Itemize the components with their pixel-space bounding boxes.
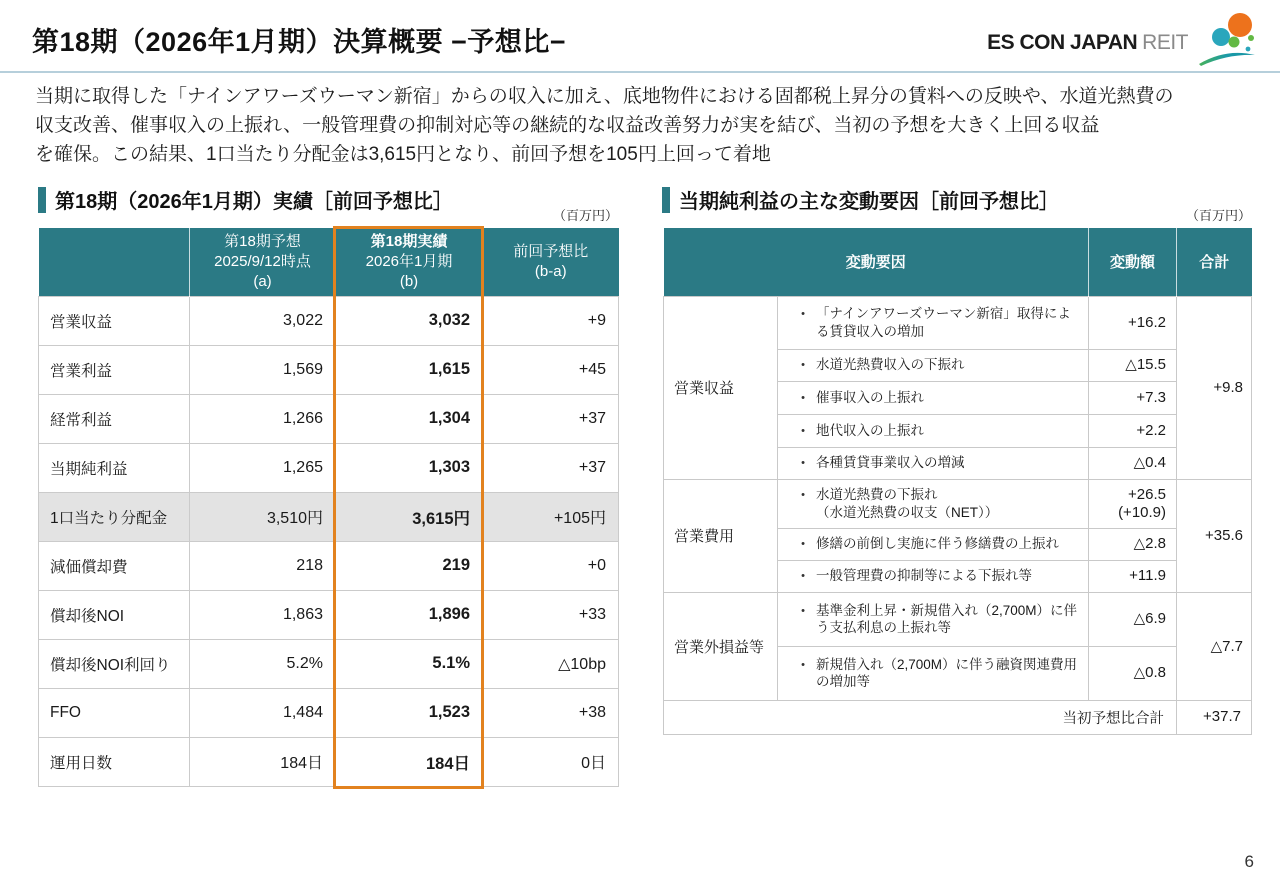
results-section-title-text: 第18期（2026年1月期）実績［前回予想比］ [55,191,453,213]
group-total-cell: +35.6 [1177,479,1252,592]
factors-table [663,228,1252,735]
page-number: 6 [1244,852,1254,871]
factor-desc-cell: • 水道光熱費の下振れ （水道光熱費の収支（NET）） [778,479,1089,528]
factors-section-title-text: 当期純利益の主な変動要因［前回予想比］ [679,191,1059,213]
logo-swoosh-icon [1199,53,1255,66]
col-header-factor: 変動要因 [664,228,1089,296]
col-header-amount: 変動額 [1089,228,1177,296]
amount-cell: +2.2 [1089,414,1177,447]
corner-cell [39,228,190,296]
logo-teal-circle-icon [1212,28,1230,46]
col-header-diff: 前回予想比 (b-a) [483,228,619,296]
bullet-icon: • [801,391,805,404]
unit-label-right: （百万円） [1185,208,1251,223]
bullet-icon: • [801,359,805,371]
factor-desc-cell: • 修繕の前倒し実施に伴う修繕費の上振れ [778,528,1089,560]
bullet-icon: • [801,424,805,437]
amount-cell: △0.8 [1089,646,1177,700]
footer-label-cell: 当初予想比合計 [664,700,1177,734]
table-row [664,296,1252,349]
table-row [664,479,1252,528]
col-header-forecast: 第18期予想 2025/9/12時点 (a) [190,228,336,296]
table-row: 経常利益 1,266 1,304 +37 [39,394,619,443]
table-row: 償却後NOI 1,863 1,896 +33 [39,590,619,639]
table-row: 減価償却費 218 219 +0 [39,541,619,590]
factor-desc-cell: • 新規借入れ（2,700M）に伴う融資関連費用の増加等 [778,646,1089,700]
results-table-container [38,228,619,787]
bullet-icon: • [801,570,805,582]
footer-total-cell: +37.7 [1177,700,1252,734]
factor-desc-cell: • 催事収入の上振れ [778,381,1089,414]
amount-cell: △6.9 [1089,592,1177,646]
amount-cell: △15.5 [1089,349,1177,381]
amount-cell: +16.2 [1089,296,1177,349]
logo-teal-dot-icon [1246,47,1251,52]
amount-cell: +7.3 [1089,381,1177,414]
table-row: 営業利益 1,569 1,615 +45 [39,345,619,394]
results-table [38,228,619,787]
header-divider [0,71,1280,73]
results-header-row [39,228,619,296]
intro-line: を確保。この結果、1口当たり分配金は3,615円となり、前回予想を105円上回って着地 [35,144,771,165]
intro-line: 収支改善、催事収入の上振れ、一般管理費の抑制対応等の継続的な収益改善努力が実を結び、当初の予想を大きく上回る収益 [35,115,1100,136]
factors-header-row [664,228,1252,296]
factor-desc-cell: • 「ナインアワーズウーマン新宿」取得による賃貸収入の増加 [778,296,1089,349]
factor-desc-cell: • 基準金利上昇・新規借入れ（2,700M）に伴う支払利息の上振れ等 [778,592,1089,646]
group-label-cell: 営業費用 [664,479,778,592]
logo-green-dot-icon [1248,35,1254,41]
intro-line: 当期に取得した「ナインアワーズウーマン新宿」からの収入に加え、底地物件における固都税上昇分の賃料への反映や、水道光熱費の [35,86,1174,107]
group-total-cell: +9.8 [1177,296,1252,479]
group-label-cell: 営業外損益等 [664,592,778,700]
table-row: 償却後NOI利回り 5.2% 5.1% △10bp [39,639,619,688]
amount-cell: +26.5 (+10.9) [1089,479,1177,528]
brand-name-sub: REIT [1142,31,1188,54]
logo-green-circle-icon [1229,37,1240,48]
table-row-dpu-highlight: 1口当たり分配金 3,510円 3,615円 +105円 [39,492,619,541]
brand-name-main: ES CON JAPAN [987,31,1138,54]
amount-cell: +11.9 [1089,560,1177,592]
bullet-icon: • [801,308,805,320]
table-row: 営業収益 3,022 3,032 +9 [39,296,619,345]
amount-cell: △0.4 [1089,447,1177,479]
intro-paragraph [35,82,1255,169]
table-row [664,592,1252,646]
bullet-icon: • [801,489,805,501]
logo-orange-circle-icon [1228,13,1252,37]
group-total-cell: △7.7 [1177,592,1252,700]
table-row: 運用日数 184日 184日 0日 [39,737,619,786]
unit-label-left: （百万円） [552,208,618,223]
brand-logo [987,10,1258,68]
brand-wordmark [987,23,1188,55]
bullet-icon: • [801,457,805,469]
bullet-icon: • [801,604,805,617]
factors-table-container [663,228,1252,735]
col-header-actual: 第18期実績 2026年1月期 (b) [336,228,483,296]
factor-desc-cell: • 一般管理費の抑制等による下振れ等 [778,560,1089,592]
col-header-total: 合計 [1177,228,1252,296]
table-row: 当期純利益 1,265 1,303 +37 [39,443,619,492]
page-title: 第18期（2026年1月期）決算概要 −予想比− [32,27,567,57]
group-label-cell: 営業収益 [664,296,778,479]
brand-mark-icon [1196,10,1258,68]
factor-desc-cell: • 水道光熱費収入の下振れ [778,349,1089,381]
table-footer-row [664,700,1252,734]
table-row: FFO 1,484 1,523 +38 [39,688,619,737]
bullet-icon: • [801,658,805,671]
factor-desc-cell: • 地代収入の上振れ [778,414,1089,447]
bullet-icon: • [801,538,805,550]
amount-cell: △2.8 [1089,528,1177,560]
factor-desc-cell: • 各種賃貸事業収入の増減 [778,447,1089,479]
